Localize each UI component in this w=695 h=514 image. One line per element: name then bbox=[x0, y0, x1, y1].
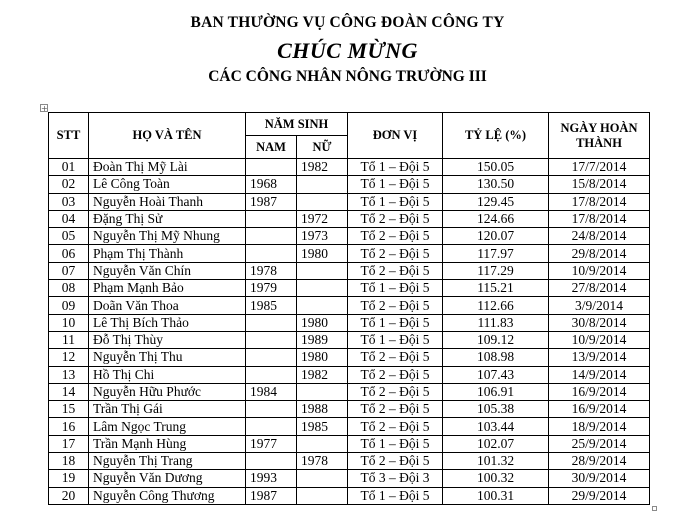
cell-finish-date: 14/9/2014 bbox=[549, 366, 650, 383]
cell-female-birth-year bbox=[297, 487, 348, 504]
cell-unit: Tổ 1 – Đội 5 bbox=[348, 314, 443, 331]
cell-male-birth-year: 1987 bbox=[246, 193, 297, 210]
cell-stt: 12 bbox=[49, 349, 89, 366]
cell-finish-date: 15/8/2014 bbox=[549, 176, 650, 193]
table-row bbox=[49, 262, 650, 279]
cell-rate: 130.50 bbox=[443, 176, 549, 193]
cell-female-birth-year: 1980 bbox=[297, 314, 348, 331]
cell-female-birth-year: 1989 bbox=[297, 331, 348, 348]
cell-stt: 14 bbox=[49, 383, 89, 400]
cell-unit: Tổ 2 – Đội 5 bbox=[348, 401, 443, 418]
header-name: HỌ VÀ TÊN bbox=[89, 113, 246, 159]
cell-finish-date: 17/8/2014 bbox=[549, 193, 650, 210]
cell-female-birth-year bbox=[297, 470, 348, 487]
cell-female-birth-year bbox=[297, 297, 348, 314]
cell-male-birth-year: 1977 bbox=[246, 435, 297, 452]
cell-stt: 13 bbox=[49, 366, 89, 383]
cell-male-birth-year bbox=[246, 314, 297, 331]
cell-female-birth-year: 1972 bbox=[297, 210, 348, 227]
table-row bbox=[49, 245, 650, 262]
cell-stt: 06 bbox=[49, 245, 89, 262]
cell-stt: 02 bbox=[49, 176, 89, 193]
cell-unit: Tổ 1 – Đội 5 bbox=[348, 159, 443, 176]
cell-male-birth-year: 1979 bbox=[246, 280, 297, 297]
cell-stt: 05 bbox=[49, 228, 89, 245]
table-row bbox=[49, 349, 650, 366]
header-stt: STT bbox=[49, 113, 89, 159]
cell-rate: 129.45 bbox=[443, 193, 549, 210]
cell-unit: Tổ 2 – Đội 5 bbox=[348, 262, 443, 279]
table-row bbox=[49, 297, 650, 314]
cell-unit: Tổ 1 – Đội 5 bbox=[348, 487, 443, 504]
table-row bbox=[49, 280, 650, 297]
header-rate: TỶ LỆ (%) bbox=[443, 113, 549, 159]
cell-finish-date: 30/8/2014 bbox=[549, 314, 650, 331]
table-row bbox=[49, 435, 650, 452]
cell-rate: 101.32 bbox=[443, 453, 549, 470]
cell-rate: 117.29 bbox=[443, 262, 549, 279]
header-finish-date bbox=[549, 113, 650, 159]
cell-finish-date: 24/8/2014 bbox=[549, 228, 650, 245]
cell-female-birth-year: 1980 bbox=[297, 245, 348, 262]
cell-unit: Tổ 2 – Đội 5 bbox=[348, 383, 443, 400]
document-heading-congratulations: CHÚC MỪNG bbox=[277, 38, 418, 63]
cell-male-birth-year bbox=[246, 210, 297, 227]
header-unit: ĐƠN VỊ bbox=[348, 113, 443, 159]
cell-name: Lê Công Toàn bbox=[89, 176, 246, 193]
cell-male-birth-year: 1968 bbox=[246, 176, 297, 193]
cell-male-birth-year bbox=[246, 228, 297, 245]
table-row bbox=[49, 159, 650, 176]
cell-name: Lê Thị Bích Thảo bbox=[89, 314, 246, 331]
cell-finish-date: 28/9/2014 bbox=[549, 453, 650, 470]
cell-stt: 09 bbox=[49, 297, 89, 314]
cell-unit: Tổ 1 – Đội 5 bbox=[348, 193, 443, 210]
cell-stt: 17 bbox=[49, 435, 89, 452]
cell-female-birth-year: 1980 bbox=[297, 349, 348, 366]
cell-name: Lâm Ngọc Trung bbox=[89, 418, 246, 435]
cell-unit: Tổ 2 – Đội 5 bbox=[348, 210, 443, 227]
cell-female-birth-year: 1978 bbox=[297, 453, 348, 470]
cell-rate: 112.66 bbox=[443, 297, 549, 314]
cell-finish-date: 16/9/2014 bbox=[549, 383, 650, 400]
cell-male-birth-year: 1987 bbox=[246, 487, 297, 504]
cell-rate: 150.05 bbox=[443, 159, 549, 176]
cell-name: Đoàn Thị Mỹ Lài bbox=[89, 159, 246, 176]
cell-unit: Tổ 2 – Đội 5 bbox=[348, 245, 443, 262]
cell-name: Phạm Thị Thành bbox=[89, 245, 246, 262]
cell-name: Nguyễn Hữu Phước bbox=[89, 383, 246, 400]
cell-female-birth-year: 1985 bbox=[297, 418, 348, 435]
table-row bbox=[49, 314, 650, 331]
cell-rate: 109.12 bbox=[443, 331, 549, 348]
cell-male-birth-year: 1993 bbox=[246, 470, 297, 487]
cell-unit: Tổ 1 – Đội 5 bbox=[348, 280, 443, 297]
cell-male-birth-year bbox=[246, 418, 297, 435]
cell-female-birth-year bbox=[297, 280, 348, 297]
cell-name: Nguyễn Công Thương bbox=[89, 487, 246, 504]
cell-finish-date: 3/9/2014 bbox=[549, 297, 650, 314]
cell-rate: 100.32 bbox=[443, 470, 549, 487]
cell-stt: 20 bbox=[49, 487, 89, 504]
table-row bbox=[49, 401, 650, 418]
cell-finish-date: 17/7/2014 bbox=[549, 159, 650, 176]
cell-unit: Tổ 1 – Đội 5 bbox=[348, 435, 443, 452]
cell-unit: Tổ 2 – Đội 5 bbox=[348, 366, 443, 383]
cell-female-birth-year: 1982 bbox=[297, 159, 348, 176]
cell-stt: 19 bbox=[49, 470, 89, 487]
cell-female-birth-year: 1982 bbox=[297, 366, 348, 383]
cell-name: Nguyễn Thị Trang bbox=[89, 453, 246, 470]
cell-female-birth-year bbox=[297, 435, 348, 452]
cell-unit: Tổ 2 – Đội 5 bbox=[348, 228, 443, 245]
table-row bbox=[49, 383, 650, 400]
cell-rate: 115.21 bbox=[443, 280, 549, 297]
cell-male-birth-year bbox=[246, 349, 297, 366]
cell-name: Phạm Mạnh Bảo bbox=[89, 280, 246, 297]
cell-rate: 111.83 bbox=[443, 314, 549, 331]
cell-male-birth-year bbox=[246, 366, 297, 383]
table-row bbox=[49, 228, 650, 245]
cell-female-birth-year bbox=[297, 176, 348, 193]
honor-table bbox=[48, 112, 650, 505]
table-resize-handle-icon[interactable] bbox=[652, 506, 657, 511]
cell-name: Nguyễn Văn Chín bbox=[89, 262, 246, 279]
cell-male-birth-year bbox=[246, 453, 297, 470]
table-row bbox=[49, 366, 650, 383]
cell-female-birth-year bbox=[297, 383, 348, 400]
cell-finish-date: 27/8/2014 bbox=[549, 280, 650, 297]
document-heading-organization: BAN THƯỜNG VỤ CÔNG ĐOÀN CÔNG TY bbox=[190, 14, 505, 31]
cell-unit: Tổ 1 – Đội 5 bbox=[348, 176, 443, 193]
cell-name: Đỗ Thị Thùy bbox=[89, 331, 246, 348]
cell-name: Nguyễn Văn Dương bbox=[89, 470, 246, 487]
cell-finish-date: 10/9/2014 bbox=[549, 331, 650, 348]
cell-unit: Tổ 3 – Đội 3 bbox=[348, 470, 443, 487]
table-row bbox=[49, 193, 650, 210]
header-finish-date-line1: NGÀY HOÀN bbox=[560, 120, 638, 135]
cell-male-birth-year bbox=[246, 401, 297, 418]
header-birth-year: NĂM SINH bbox=[246, 113, 348, 136]
cell-unit: Tổ 1 – Đội 5 bbox=[348, 331, 443, 348]
cell-male-birth-year: 1984 bbox=[246, 383, 297, 400]
cell-unit: Tổ 2 – Đội 5 bbox=[348, 349, 443, 366]
cell-stt: 11 bbox=[49, 331, 89, 348]
cell-name: Trần Mạnh Hùng bbox=[89, 435, 246, 452]
cell-male-birth-year bbox=[246, 159, 297, 176]
table-row bbox=[49, 470, 650, 487]
table-row bbox=[49, 176, 650, 193]
document-heading-recipients: CÁC CÔNG NHÂN NÔNG TRƯỜNG III bbox=[208, 68, 487, 85]
cell-stt: 08 bbox=[49, 280, 89, 297]
table-row bbox=[49, 487, 650, 504]
header-finish-date-line2: THÀNH bbox=[576, 135, 622, 150]
cell-male-birth-year: 1978 bbox=[246, 262, 297, 279]
cell-rate: 105.38 bbox=[443, 401, 549, 418]
cell-finish-date: 10/9/2014 bbox=[549, 262, 650, 279]
cell-name: Doãn Văn Thoa bbox=[89, 297, 246, 314]
cell-finish-date: 29/9/2014 bbox=[549, 487, 650, 504]
cell-finish-date: 25/9/2014 bbox=[549, 435, 650, 452]
cell-rate: 102.07 bbox=[443, 435, 549, 452]
cell-female-birth-year: 1988 bbox=[297, 401, 348, 418]
cell-rate: 117.97 bbox=[443, 245, 549, 262]
cell-name: Nguyễn Thị Mỹ Nhung bbox=[89, 228, 246, 245]
cell-rate: 107.43 bbox=[443, 366, 549, 383]
cell-name: Hồ Thị Chi bbox=[89, 366, 246, 383]
header-female: NỮ bbox=[297, 136, 348, 159]
cell-unit: Tổ 2 – Đội 5 bbox=[348, 418, 443, 435]
table-row bbox=[49, 418, 650, 435]
cell-finish-date: 18/9/2014 bbox=[549, 418, 650, 435]
cell-male-birth-year: 1985 bbox=[246, 297, 297, 314]
cell-name: Nguyễn Hoài Thanh bbox=[89, 193, 246, 210]
cell-name: Đặng Thị Sử bbox=[89, 210, 246, 227]
cell-unit: Tổ 2 – Đội 5 bbox=[348, 297, 443, 314]
cell-stt: 03 bbox=[49, 193, 89, 210]
cell-stt: 18 bbox=[49, 453, 89, 470]
cell-rate: 124.66 bbox=[443, 210, 549, 227]
table-move-handle-icon[interactable]: + bbox=[41, 104, 48, 113]
table-row bbox=[49, 331, 650, 348]
cell-finish-date: 17/8/2014 bbox=[549, 210, 650, 227]
cell-stt: 04 bbox=[49, 210, 89, 227]
cell-name: Trần Thị Gái bbox=[89, 401, 246, 418]
cell-male-birth-year bbox=[246, 245, 297, 262]
cell-female-birth-year bbox=[297, 262, 348, 279]
cell-rate: 106.91 bbox=[443, 383, 549, 400]
cell-male-birth-year bbox=[246, 331, 297, 348]
cell-rate: 103.44 bbox=[443, 418, 549, 435]
table-row bbox=[49, 210, 650, 227]
cell-rate: 108.98 bbox=[443, 349, 549, 366]
cell-stt: 15 bbox=[49, 401, 89, 418]
cell-stt: 10 bbox=[49, 314, 89, 331]
cell-stt: 16 bbox=[49, 418, 89, 435]
cell-stt: 07 bbox=[49, 262, 89, 279]
cell-finish-date: 13/9/2014 bbox=[549, 349, 650, 366]
cell-rate: 100.31 bbox=[443, 487, 549, 504]
cell-female-birth-year bbox=[297, 193, 348, 210]
cell-stt: 01 bbox=[49, 159, 89, 176]
cell-name: Nguyễn Thị Thu bbox=[89, 349, 246, 366]
table-header-row bbox=[49, 113, 650, 136]
cell-unit: Tổ 2 – Đội 5 bbox=[348, 453, 443, 470]
cell-female-birth-year: 1973 bbox=[297, 228, 348, 245]
table-row bbox=[49, 453, 650, 470]
cell-finish-date: 30/9/2014 bbox=[549, 470, 650, 487]
cell-rate: 120.07 bbox=[443, 228, 549, 245]
cell-finish-date: 16/9/2014 bbox=[549, 401, 650, 418]
cell-finish-date: 29/8/2014 bbox=[549, 245, 650, 262]
header-male: NAM bbox=[246, 136, 297, 159]
